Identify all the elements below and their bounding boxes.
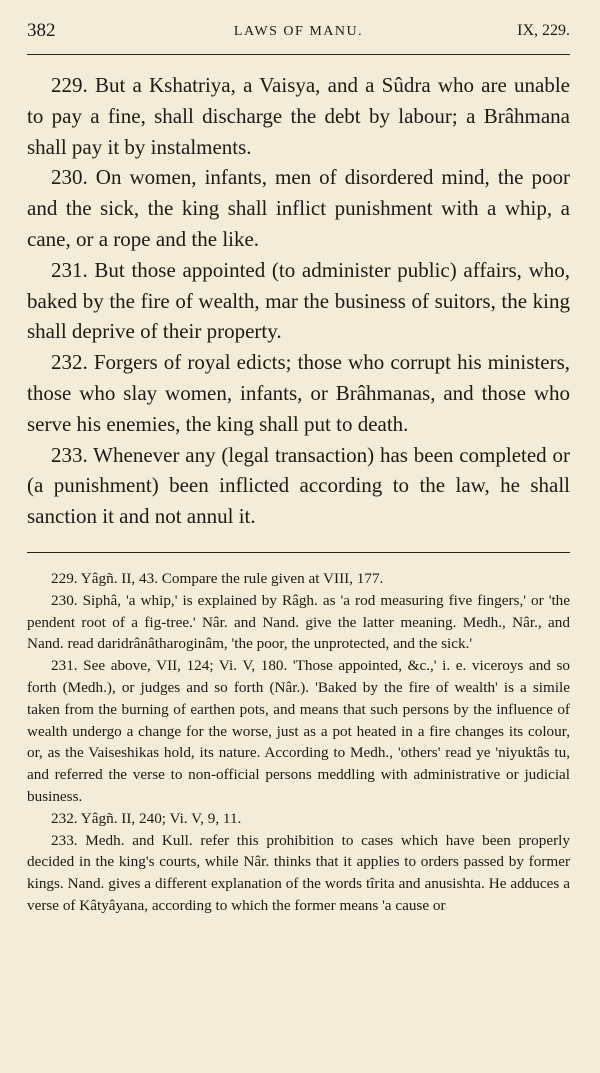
note-231: 231. See above, VII, 124; Vi. V, 180. 'Those appointed, &c.,' i. e. viceroys and so forth (Medh.), or judges and so forth (Nâr.). 'Baked by the fire of wealth' is a simile taken from the burning of earthen pots, and means that such persons by the influence of wealth undergo a change for the worse, just as a pot heated in a fire changes its colour, or, as the Vaiseshikas hold, its nature. According to Medh., 'others' read ye 'niyuktâs tu, and referred the verse to non-official persons meddling with administrative or judicial business. [27,657,570,805]
note-229: 229. Yâgñ. II, 43. Compare the rule given at VIII, 177. [51,569,384,587]
page-number: 382 [27,20,56,41]
verse-232: 232. Forgers of royal edicts; those who corrupt his ministers, those who slay women, infants, or Brâhmanas, and those who serve his enemies, the king shall put to death. [27,350,570,436]
verse-233: 233. Whenever any (legal transaction) has been completed or (a punishment) been inflicted according to the law, he shall sanction it and not annul it. [27,442,570,529]
chapter-verse-reference: IX, 229. [517,22,570,39]
verse-231: 231. But those appointed (to administer public) affairs, who, baked by the fire of wealth, mar the business of suitors, the king shall deprive of their property. [27,257,570,344]
running-head [27,18,570,48]
note-230: 230. Siphâ, 'a whip,' is explained by Râgh. as 'a rod measuring five fingers,' or 'the pendent root of a fig-tree.' Nâr. and Nand. give the latter meaning. Medh., Nâr., and Nand. read daridrânâtharoginâm, 'the poor, the unprotected, and the sick.' [27,591,570,653]
verse-text [27,70,570,532]
header-rule [27,54,570,55]
verse-229: 229. But a Kshatriya, a Vaisya, and a Sûdra who are unable to pay a fine, shall discharge the debt by labour; a Brâhmana shall pay it by instalments. [27,73,570,159]
running-title: LAWS OF MANU. [233,24,364,39]
footnote-rule [27,552,570,553]
note-232: 232. Yâgñ. II, 240; Vi. V, 9, 11. [51,809,242,827]
note-233: 233. Medh. and Kull. refer this prohibition to cases which have been properly decided in the king's courts, while Nâr. thinks that it applies to orders passed by former kings. Nand. gives a different explanation of the words tîrita and anusishta. He adduces a verse of Kâtyâyana, according to which the former means 'a cause or [27,831,570,914]
footnotes [27,568,570,917]
verse-230: 230. On women, infants, men of disordered mind, the poor and the sick, the king shall inflict punishment with a whip, a cane, or a rope and the like. [27,165,570,251]
